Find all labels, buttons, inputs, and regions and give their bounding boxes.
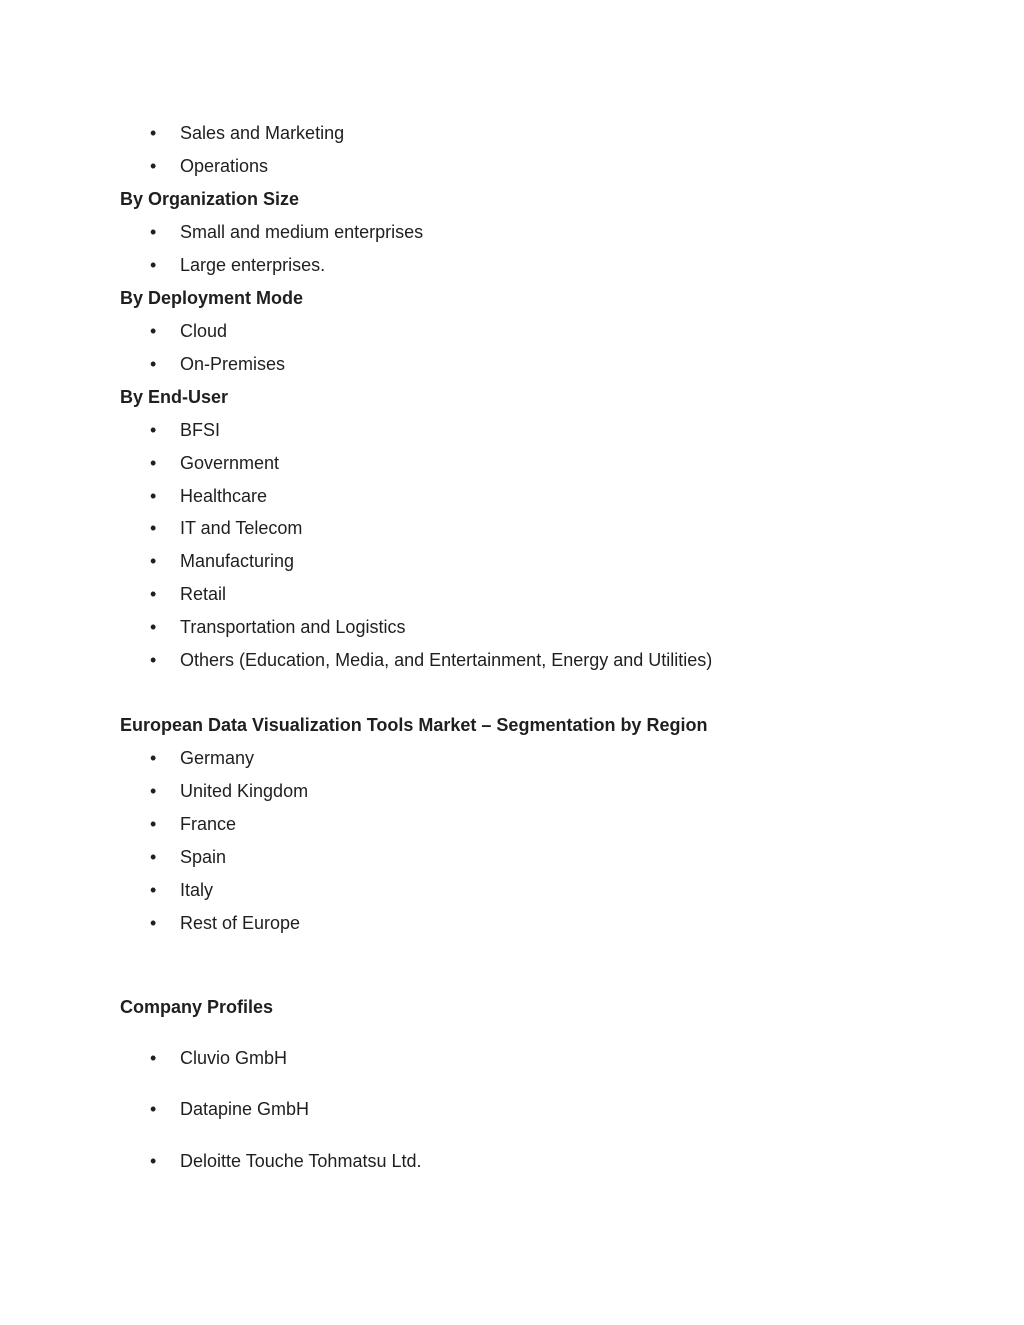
list-item — [150, 779, 308, 803]
list-item — [150, 615, 405, 639]
section-heading-deployment: By Deployment Mode — [120, 288, 304, 308]
bullet-icon: • — [150, 584, 157, 604]
bullet-icon: • — [150, 222, 157, 242]
bullet-icon: • — [150, 420, 157, 440]
list-item-text: Cluvio GmbH — [180, 1048, 288, 1068]
list-item — [150, 352, 285, 376]
bullet-icon: • — [150, 551, 157, 571]
list-item — [150, 549, 294, 573]
list-item-text: Deloitte Touche Tohmatsu Ltd. — [180, 1151, 422, 1171]
bullet-icon: • — [150, 156, 157, 176]
list-item-text: Sales and Marketing — [180, 123, 345, 143]
list-item — [150, 451, 279, 475]
bullet-icon: • — [150, 321, 157, 341]
bullet-icon: • — [150, 880, 157, 900]
list-item — [150, 582, 226, 606]
list-item — [150, 220, 423, 244]
list-item-text: IT and Telecom — [180, 518, 303, 538]
list-item — [150, 648, 712, 672]
list-item — [150, 812, 236, 836]
section-heading-org-size: By Organization Size — [120, 189, 300, 209]
list-item-text: Small and medium enterprises — [180, 222, 424, 242]
bullet-icon: • — [150, 518, 157, 538]
bullet-icon: • — [150, 1048, 157, 1068]
list-item — [150, 1046, 287, 1070]
bullet-icon: • — [150, 847, 157, 867]
list-item-text: On-Premises — [180, 354, 286, 374]
section-heading-end-user: By End-User — [120, 387, 229, 407]
list-item — [150, 911, 300, 935]
list-item — [150, 121, 344, 145]
list-item-text: Others (Education, Media, and Entertainment, Energy and Utilities) — [180, 650, 713, 670]
bullet-icon: • — [150, 748, 157, 768]
bullet-icon: • — [150, 1099, 157, 1119]
list-item — [150, 878, 213, 902]
list-item-text: Large enterprises. — [180, 255, 326, 275]
list-item-text: Manufacturing — [180, 551, 295, 571]
list-item-text: France — [180, 814, 237, 834]
list-item-text: Healthcare — [180, 486, 268, 506]
bullet-icon: • — [150, 123, 157, 143]
list-item-text: Cloud — [180, 321, 228, 341]
list-item-text: Datapine GmbH — [180, 1099, 310, 1119]
list-item — [150, 319, 227, 343]
list-item — [150, 1149, 422, 1173]
list-item — [150, 418, 220, 442]
bullet-icon: • — [150, 486, 157, 506]
list-item-text: United Kingdom — [180, 781, 309, 801]
list-item-text: Italy — [180, 880, 214, 900]
list-item — [150, 746, 254, 770]
list-item — [150, 484, 267, 508]
bullet-icon: • — [150, 453, 157, 473]
list-item — [150, 516, 302, 540]
section-heading-company-profiles: Company Profiles — [120, 997, 274, 1017]
section-heading-region: European Data Visualization Tools Market – Segmentation by Region — [120, 715, 708, 735]
list-item — [150, 253, 325, 277]
list-item-text: Spain — [180, 847, 227, 867]
list-item-text: Operations — [180, 156, 269, 176]
bullet-icon: • — [150, 1151, 157, 1171]
list-item-text: BFSI — [180, 420, 221, 440]
list-item — [150, 154, 268, 178]
list-item — [150, 845, 226, 869]
list-item-text: Transportation and Logistics — [180, 617, 406, 637]
bullet-icon: • — [150, 650, 157, 670]
bullet-icon: • — [150, 814, 157, 834]
list-item-text: Government — [180, 453, 280, 473]
list-item-text: Retail — [180, 584, 227, 604]
bullet-icon: • — [150, 913, 157, 933]
bullet-icon: • — [150, 354, 157, 374]
bullet-icon: • — [150, 617, 157, 637]
list-item-text: Rest of Europe — [180, 913, 301, 933]
list-item-text: Germany — [180, 748, 255, 768]
bullet-icon: • — [150, 255, 157, 275]
list-item — [150, 1097, 309, 1121]
bullet-icon: • — [150, 781, 157, 801]
